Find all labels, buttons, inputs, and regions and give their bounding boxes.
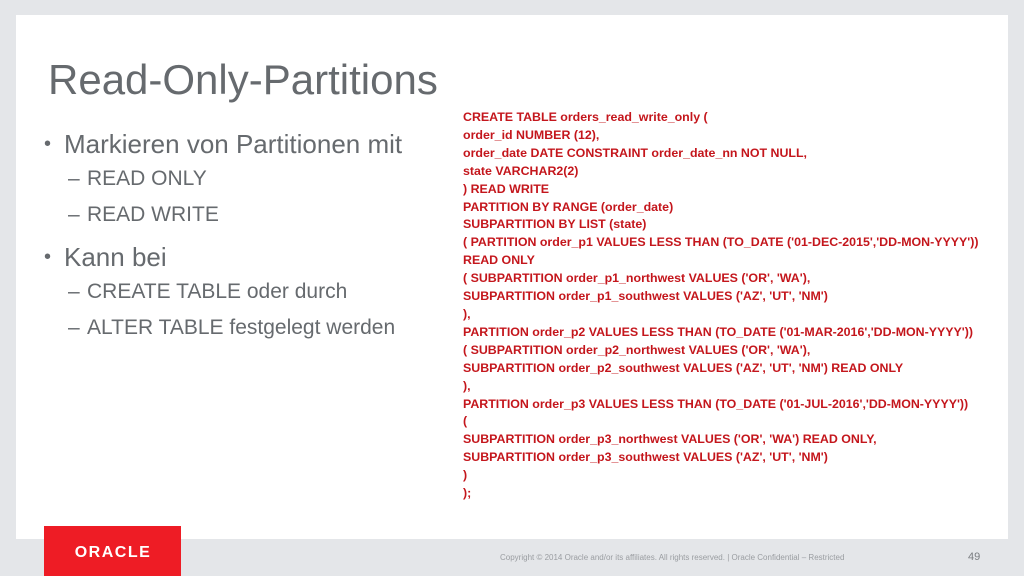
sub-bullet-text: CREATE TABLE oder durch [87,280,348,303]
code-line: PARTITION order_p2 VALUES LESS THAN (TO_DATE ('01-MAR-2016','DD-MON-YYYY')) [463,324,973,339]
copyright-notice: Copyright © 2014 Oracle and/or its affiliates. All rights reserved. | Oracle Confidential – Restricted [500,553,845,562]
code-line: ( SUBPARTITION order_p1_northwest VALUES ('OR', 'WA'), [463,271,811,286]
dash-icon: – [68,203,80,226]
sub-bullet-item [42,310,462,346]
dash-icon: – [68,167,80,190]
logo-text: ORACLE [74,544,151,561]
bullet-text: Markieren von Partitionen mit [64,129,403,159]
code-line: ) READ WRITE [463,181,550,196]
sub-bullet-text: READ WRITE [87,203,219,226]
code-line: ) [463,468,468,483]
code-line: ), [463,306,471,321]
oracle-logo [44,526,181,576]
bullet-dot-icon: • [44,133,52,155]
code-line: ); [463,486,472,501]
code-line: state VARCHAR2(2) [463,163,579,178]
code-line: PARTITION BY RANGE (order_date) [463,199,674,214]
sub-bullet-item [42,197,462,233]
sub-bullet-item [42,274,462,310]
code-line: SUBPARTITION order_p2_southwest VALUES ('AZ', 'UT', 'NM') READ ONLY [463,360,904,375]
code-line: ), [463,378,471,393]
code-line: order_date DATE CONSTRAINT order_date_nn NOT NULL, [463,145,807,160]
bullet-item [42,240,462,274]
code-line: SUBPARTITION order_p3_northwest VALUES ('OR', 'WA') READ ONLY, [463,432,877,447]
code-line: ( PARTITION order_p1 VALUES LESS THAN (TO_DATE ('01-DEC-2015','DD-MON-YYYY')) [463,235,979,250]
code-line: READ ONLY [463,253,535,268]
dash-icon: – [68,280,80,303]
code-line: PARTITION order_p3 VALUES LESS THAN (TO_DATE ('01-JUL-2016','DD-MON-YYYY')) [463,396,969,411]
sub-bullet-text: READ ONLY [87,167,207,190]
code-line: SUBPARTITION order_p3_southwest VALUES ('AZ', 'UT', 'NM') [463,450,828,465]
oracle-logo-icon [61,541,165,561]
code-line: CREATE TABLE orders_read_write_only ( [463,110,708,124]
sub-bullet-item [42,161,462,197]
bullet-list [42,127,462,346]
dash-icon: – [68,316,80,339]
bullet-item [42,127,462,161]
sub-bullet-text: ALTER TABLE festgelegt werden [87,316,396,339]
slide-title: Read-Only-Partitions [48,56,438,103]
page-number: 49 [968,551,981,563]
slide-canvas [16,15,1008,539]
code-line: ( [463,414,468,429]
bullet-dot-icon: • [44,246,52,268]
sql-code-block [463,109,1003,503]
code-line: SUBPARTITION order_p1_southwest VALUES ('AZ', 'UT', 'NM') [463,289,828,304]
code-line: ( SUBPARTITION order_p2_northwest VALUES ('OR', 'WA'), [463,342,811,357]
bullet-text: Kann bei [64,242,167,272]
code-line: order_id NUMBER (12), [463,127,600,142]
code-line: SUBPARTITION BY LIST (state) [463,217,647,232]
